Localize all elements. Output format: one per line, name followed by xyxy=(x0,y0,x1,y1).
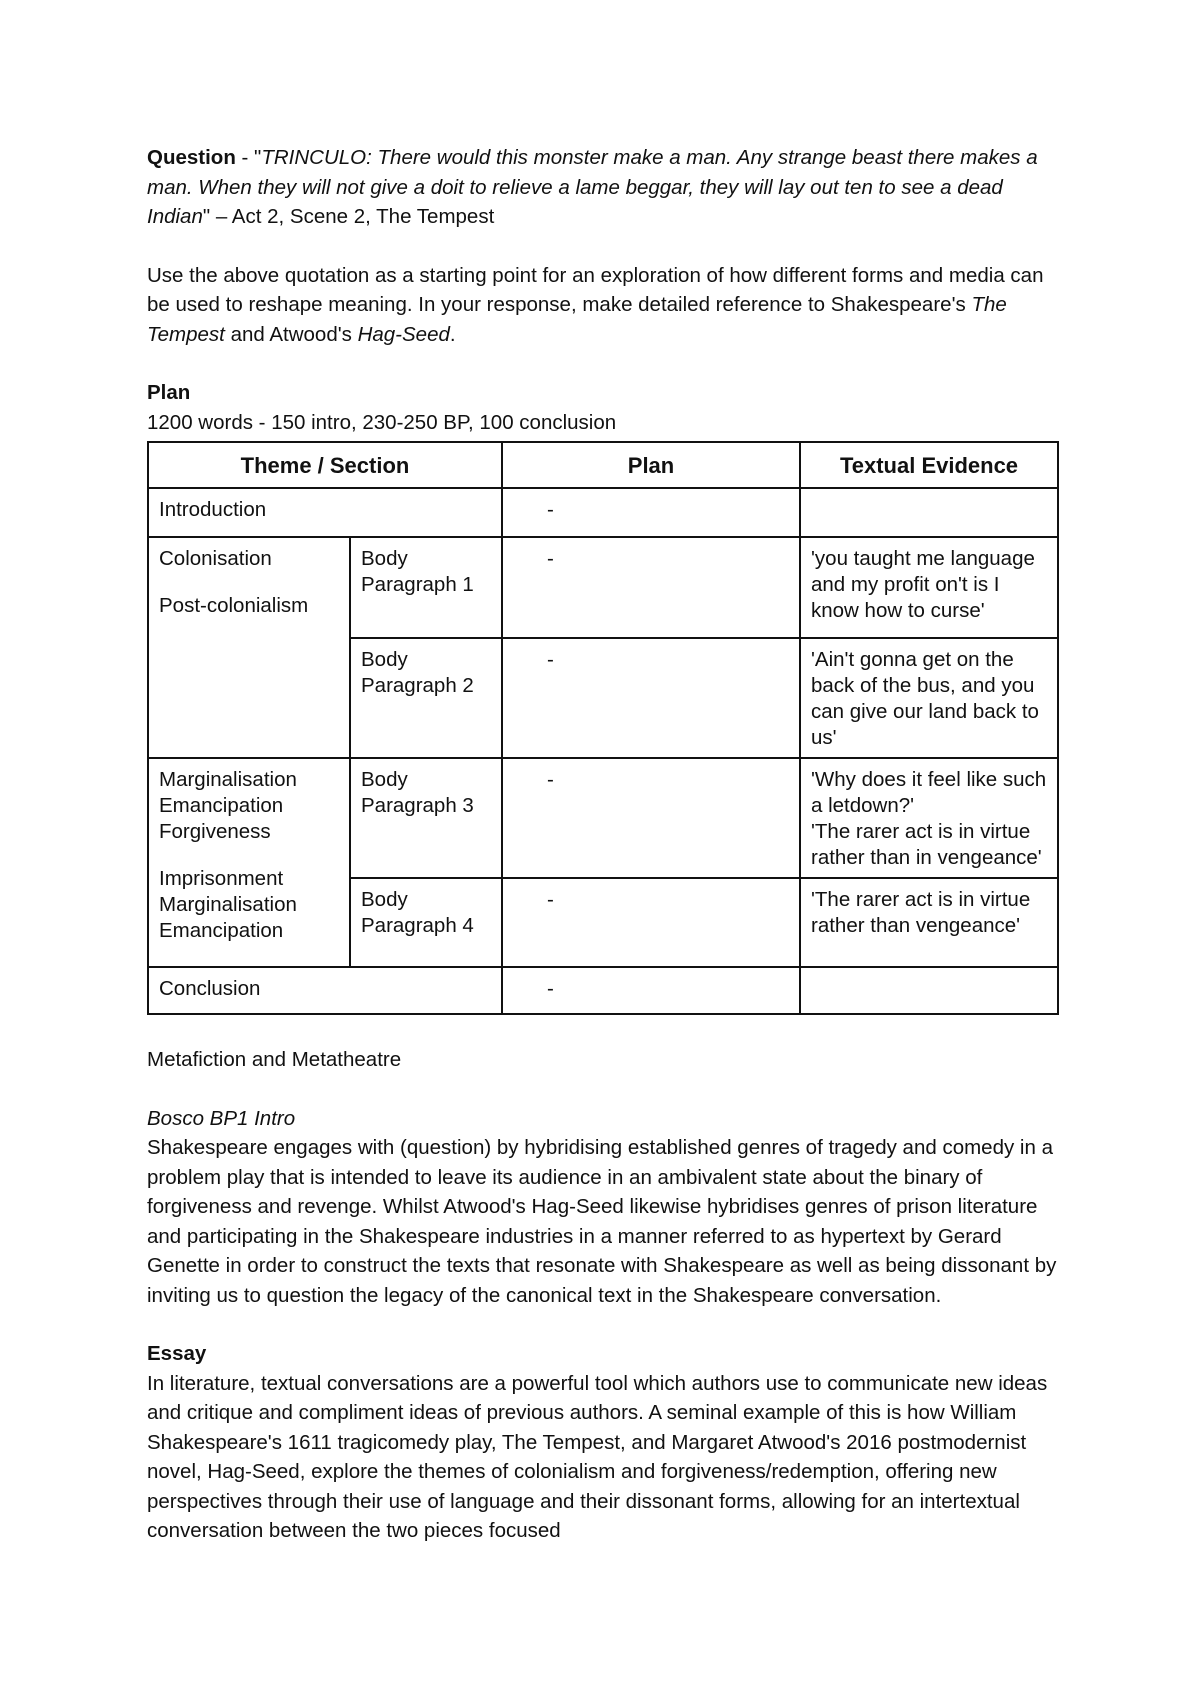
question-separator: - " xyxy=(235,146,262,169)
table-row-introduction xyxy=(148,488,1058,537)
conclusion-plan: - xyxy=(502,967,800,1014)
prompt-text-1: Use the above quotation as a starting point for an exploration of how different forms and media can be used to reshape meaning. In your response, make detailed reference to Shakespeare's xyxy=(147,263,1044,316)
introduction-evidence xyxy=(800,488,1058,537)
question-label: Question xyxy=(147,146,236,169)
bp3-evidence: 'Why does it feel like such a letdown?' 'The rarer act is in virtue rather than in vengeance' xyxy=(800,758,1058,878)
table-row-conclusion xyxy=(148,967,1058,1014)
bosco-paragraph: Shakespeare engages with (question) by hybridising established genres of tragedy and comedy in a problem play that is intended to leave its audience in an ambivalent state about the binary of forgiveness and revenge. Whilst Atwood's Hag-Seed likewise hybridises genres of prison literature and participating in the Shakespeare industries in a manner referred to as hypertext by Gerard Genette in order to construct the texts that resonate with Shakespeare as well as being dissonant by inviting us to question the legacy of the canonical text in the Shakespeare conversation. xyxy=(147,1136,1057,1307)
table-row-bp1 xyxy=(148,537,1058,638)
plan-heading: Plan xyxy=(147,381,191,404)
theme-group-2 xyxy=(148,758,350,967)
plan-word-count: 1200 words - 150 intro, 230-250 BP, 100 conclusion xyxy=(147,410,617,434)
bp2-plan: - xyxy=(502,638,800,758)
bp4-label: Body Paragraph 4 xyxy=(350,878,502,967)
conclusion-evidence xyxy=(800,967,1058,1014)
prompt-title-tempest: The Tempest xyxy=(147,293,1007,346)
prompt-text-2: and Atwood's xyxy=(224,322,358,346)
bosco-heading: Bosco BP1 Intro xyxy=(147,1106,296,1130)
prompt-paragraph xyxy=(147,261,1067,350)
theme-post-colonialism: Post-colonialism xyxy=(159,594,309,617)
bp2-label: Body Paragraph 2 xyxy=(350,638,502,758)
conclusion-label: Conclusion xyxy=(148,967,502,1014)
themes-marginalisation-emancipation-forgiveness: Marginalisation Emancipation Forgiveness xyxy=(159,768,297,843)
introduction-label: Introduction xyxy=(148,488,502,537)
prompt-title-hagseed: Hag-Seed xyxy=(357,322,450,346)
question-paragraph xyxy=(147,143,1067,232)
essay-heading: Essay xyxy=(147,1342,207,1365)
bp2-evidence: 'Ain't gonna get on the back of the bus, and you can give our land back to us' xyxy=(800,638,1058,758)
header-plan: Plan xyxy=(502,442,800,488)
metafiction-heading: Metafiction and Metatheatre xyxy=(147,1048,402,1071)
introduction-plan: - xyxy=(502,488,800,537)
plan-table xyxy=(147,441,1059,1015)
bp1-label: Body Paragraph 1 xyxy=(350,537,502,638)
bp4-plan: - xyxy=(502,878,800,967)
table-header-row xyxy=(148,442,1058,488)
header-theme-section: Theme / Section xyxy=(148,442,502,488)
essay-paragraph: In literature, textual conversations are a powerful tool which authors use to communicate new ideas and critique and compliment ideas of previous authors. A seminal example of this is how William Shakespeare's 1611 tragicomedy play, The Tempest, and Margaret Atwood's 2016 postmodernist novel, Hag-Seed, explore the themes of colonialism and forgiveness/redemption, offering new perspectives through their use of language and their dissonant forms, allowing for an intertextual conversation between the two pieces focused xyxy=(147,1371,1048,1542)
document-page xyxy=(147,143,1067,1546)
question-quote: TRINCULO: There would this monster make a man. Any strange beast there makes a man. When they will not give a doit to relieve a lame beggar, they will lay out ten to see a dead Indian xyxy=(147,146,1038,228)
question-source: " – Act 2, Scene 2, The Tempest xyxy=(202,205,495,228)
themes-imprisonment-marginalisation-emancipation: Imprisonment Marginalisation Emancipation xyxy=(159,867,297,942)
theme-colonisation: Colonisation xyxy=(159,547,272,570)
table-row-bp3 xyxy=(148,758,1058,878)
bp4-evidence: 'The rarer act is in virtue rather than vengeance' xyxy=(800,878,1058,967)
prompt-text-3: . xyxy=(449,322,456,346)
header-textual-evidence: Textual Evidence xyxy=(800,442,1058,488)
bp1-evidence: 'you taught me language and my profit on't is I know how to curse' xyxy=(800,537,1058,638)
bp1-plan: - xyxy=(502,537,800,638)
theme-group-1 xyxy=(148,537,350,758)
bp3-label: Body Paragraph 3 xyxy=(350,758,502,878)
bp3-plan: - xyxy=(502,758,800,878)
